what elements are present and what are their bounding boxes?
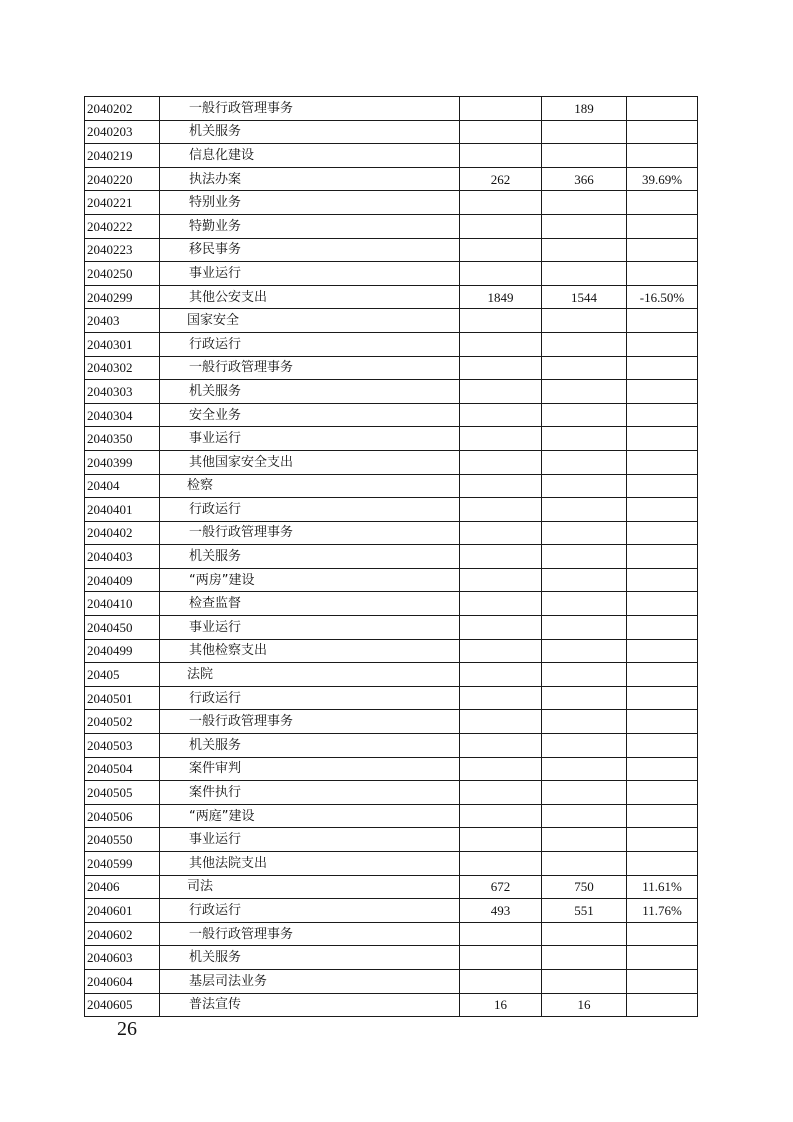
row-code-cell: 2040304 xyxy=(85,403,160,427)
page-number: 26 xyxy=(117,1018,137,1040)
table-row xyxy=(85,734,698,758)
row-name-cell: “两庭”建设 xyxy=(160,804,460,828)
table-row xyxy=(85,757,698,781)
row-value1-cell: 1849 xyxy=(460,285,542,309)
row-percent-cell xyxy=(627,946,698,970)
row-code-cell: 2040501 xyxy=(85,686,160,710)
row-value2-cell xyxy=(542,616,627,640)
row-percent-cell xyxy=(627,427,698,451)
budget-table xyxy=(84,96,698,1017)
row-percent-cell xyxy=(627,450,698,474)
row-value2-cell xyxy=(542,804,627,828)
row-percent-cell xyxy=(627,639,698,663)
row-value2-cell xyxy=(542,262,627,286)
row-code-cell: 2040603 xyxy=(85,946,160,970)
row-value2-cell xyxy=(542,403,627,427)
row-code-cell: 20405 xyxy=(85,663,160,687)
row-percent-cell xyxy=(627,922,698,946)
row-value1-cell xyxy=(460,592,542,616)
row-percent-cell: -16.50% xyxy=(627,285,698,309)
row-percent-cell: 11.61% xyxy=(627,875,698,899)
row-value2-cell xyxy=(542,686,627,710)
row-name-cell: 机关服务 xyxy=(160,545,460,569)
row-value2-cell: 551 xyxy=(542,899,627,923)
row-code-cell: 2040499 xyxy=(85,639,160,663)
table-row xyxy=(85,498,698,522)
row-code-cell: 2040302 xyxy=(85,356,160,380)
row-value1-cell xyxy=(460,427,542,451)
row-value1-cell xyxy=(460,191,542,215)
row-value1-cell xyxy=(460,946,542,970)
row-code-cell: 2040503 xyxy=(85,734,160,758)
row-percent-cell xyxy=(627,380,698,404)
table-row xyxy=(85,262,698,286)
row-name-cell: 事业运行 xyxy=(160,616,460,640)
row-name-cell: 机关服务 xyxy=(160,946,460,970)
row-value2-cell xyxy=(542,380,627,404)
row-code-cell: 2040409 xyxy=(85,568,160,592)
row-value2-cell xyxy=(542,332,627,356)
table-row xyxy=(85,167,698,191)
row-name-cell: 行政运行 xyxy=(160,899,460,923)
row-code-cell: 2040403 xyxy=(85,545,160,569)
row-percent-cell xyxy=(627,663,698,687)
table-row xyxy=(85,969,698,993)
table-row xyxy=(85,686,698,710)
row-value1-cell xyxy=(460,144,542,168)
table-row xyxy=(85,380,698,404)
row-percent-cell xyxy=(627,710,698,734)
row-name-cell: 基层司法业务 xyxy=(160,969,460,993)
row-value1-cell: 493 xyxy=(460,899,542,923)
row-value2-cell xyxy=(542,498,627,522)
row-name-cell: 一般行政管理事务 xyxy=(160,922,460,946)
row-name-cell: 移民事务 xyxy=(160,238,460,262)
row-code-cell: 2040250 xyxy=(85,262,160,286)
table-row xyxy=(85,993,698,1017)
table-row xyxy=(85,450,698,474)
row-name-cell: 行政运行 xyxy=(160,498,460,522)
row-value2-cell xyxy=(542,757,627,781)
row-percent-cell xyxy=(627,309,698,333)
row-value1-cell xyxy=(460,545,542,569)
table-row xyxy=(85,120,698,144)
row-code-cell: 2040202 xyxy=(85,97,160,121)
row-value2-cell xyxy=(542,120,627,144)
row-code-cell: 2040506 xyxy=(85,804,160,828)
row-value1-cell xyxy=(460,380,542,404)
row-value2-cell xyxy=(542,734,627,758)
table-row xyxy=(85,616,698,640)
row-percent-cell xyxy=(627,545,698,569)
row-code-cell: 2040301 xyxy=(85,332,160,356)
table-row xyxy=(85,285,698,309)
row-value1-cell xyxy=(460,804,542,828)
row-value1-cell xyxy=(460,498,542,522)
row-value1-cell xyxy=(460,757,542,781)
row-percent-cell xyxy=(627,592,698,616)
row-percent-cell xyxy=(627,568,698,592)
table-row xyxy=(85,899,698,923)
row-name-cell: 事业运行 xyxy=(160,427,460,451)
row-value1-cell xyxy=(460,616,542,640)
row-percent-cell xyxy=(627,781,698,805)
row-name-cell: 检察 xyxy=(160,474,460,498)
row-code-cell: 2040350 xyxy=(85,427,160,451)
row-name-cell: 机关服务 xyxy=(160,380,460,404)
row-percent-cell xyxy=(627,191,698,215)
row-value1-cell xyxy=(460,450,542,474)
row-name-cell: 一般行政管理事务 xyxy=(160,356,460,380)
table-row xyxy=(85,663,698,687)
row-value2-cell xyxy=(542,238,627,262)
row-value2-cell xyxy=(542,521,627,545)
row-name-cell: 司法 xyxy=(160,875,460,899)
row-name-cell: 事业运行 xyxy=(160,828,460,852)
row-code-cell: 2040303 xyxy=(85,380,160,404)
table-row xyxy=(85,639,698,663)
table-row xyxy=(85,521,698,545)
row-value2-cell xyxy=(542,781,627,805)
row-code-cell: 2040222 xyxy=(85,214,160,238)
row-code-cell: 2040601 xyxy=(85,899,160,923)
row-value1-cell xyxy=(460,332,542,356)
row-value2-cell xyxy=(542,545,627,569)
row-value1-cell xyxy=(460,969,542,993)
table-row xyxy=(85,545,698,569)
row-value2-cell: 366 xyxy=(542,167,627,191)
row-percent-cell xyxy=(627,238,698,262)
table-row xyxy=(85,356,698,380)
row-value1-cell xyxy=(460,852,542,876)
row-code-cell: 2040223 xyxy=(85,238,160,262)
table-row xyxy=(85,922,698,946)
row-percent-cell xyxy=(627,734,698,758)
row-name-cell: 机关服务 xyxy=(160,734,460,758)
row-code-cell: 2040399 xyxy=(85,450,160,474)
table-row xyxy=(85,97,698,121)
row-name-cell: 国家安全 xyxy=(160,309,460,333)
row-value1-cell xyxy=(460,639,542,663)
row-value1-cell xyxy=(460,97,542,121)
row-value1-cell xyxy=(460,474,542,498)
row-name-cell: 其他法院支出 xyxy=(160,852,460,876)
table-row xyxy=(85,332,698,356)
row-value1-cell xyxy=(460,781,542,805)
row-value2-cell xyxy=(542,214,627,238)
row-value2-cell xyxy=(542,946,627,970)
row-value1-cell xyxy=(460,710,542,734)
row-percent-cell xyxy=(627,214,698,238)
row-name-cell: 事业运行 xyxy=(160,262,460,286)
row-name-cell: 案件审判 xyxy=(160,757,460,781)
row-percent-cell xyxy=(627,686,698,710)
row-code-cell: 2040203 xyxy=(85,120,160,144)
row-code-cell: 2040299 xyxy=(85,285,160,309)
row-value2-cell xyxy=(542,710,627,734)
row-name-cell: 行政运行 xyxy=(160,686,460,710)
row-name-cell: 其他检察支出 xyxy=(160,639,460,663)
row-name-cell: 案件执行 xyxy=(160,781,460,805)
row-name-cell: 行政运行 xyxy=(160,332,460,356)
row-value2-cell xyxy=(542,828,627,852)
table-row xyxy=(85,144,698,168)
row-name-cell: 信息化建设 xyxy=(160,144,460,168)
row-value1-cell xyxy=(460,686,542,710)
row-name-cell: 其他公安支出 xyxy=(160,285,460,309)
table-row xyxy=(85,427,698,451)
row-percent-cell xyxy=(627,757,698,781)
table-row xyxy=(85,592,698,616)
row-value2-cell: 16 xyxy=(542,993,627,1017)
row-value1-cell xyxy=(460,922,542,946)
row-value1-cell xyxy=(460,120,542,144)
row-code-cell: 20404 xyxy=(85,474,160,498)
row-value2-cell xyxy=(542,427,627,451)
row-value2-cell: 1544 xyxy=(542,285,627,309)
row-code-cell: 2040402 xyxy=(85,521,160,545)
table-row xyxy=(85,191,698,215)
table-row xyxy=(85,403,698,427)
row-value1-cell xyxy=(460,238,542,262)
row-percent-cell xyxy=(627,332,698,356)
row-name-cell: “两房”建设 xyxy=(160,568,460,592)
row-name-cell: 执法办案 xyxy=(160,167,460,191)
row-value1-cell xyxy=(460,734,542,758)
row-percent-cell xyxy=(627,120,698,144)
row-percent-cell: 39.69% xyxy=(627,167,698,191)
row-code-cell: 2040219 xyxy=(85,144,160,168)
row-code-cell: 2040504 xyxy=(85,757,160,781)
row-percent-cell xyxy=(627,144,698,168)
row-percent-cell xyxy=(627,852,698,876)
table-row xyxy=(85,309,698,333)
table-row xyxy=(85,852,698,876)
row-percent-cell: 11.76% xyxy=(627,899,698,923)
row-value2-cell xyxy=(542,969,627,993)
table-row xyxy=(85,828,698,852)
row-name-cell: 法院 xyxy=(160,663,460,687)
row-value1-cell xyxy=(460,828,542,852)
row-value2-cell xyxy=(542,191,627,215)
row-code-cell: 2040450 xyxy=(85,616,160,640)
row-name-cell: 普法宣传 xyxy=(160,993,460,1017)
row-value2-cell xyxy=(542,144,627,168)
row-value2-cell xyxy=(542,309,627,333)
row-code-cell: 2040410 xyxy=(85,592,160,616)
row-name-cell: 其他国家安全支出 xyxy=(160,450,460,474)
row-percent-cell xyxy=(627,474,698,498)
table-row xyxy=(85,568,698,592)
row-percent-cell xyxy=(627,616,698,640)
row-value2-cell xyxy=(542,852,627,876)
row-code-cell: 2040604 xyxy=(85,969,160,993)
row-code-cell: 2040220 xyxy=(85,167,160,191)
row-value2-cell xyxy=(542,474,627,498)
table-row xyxy=(85,214,698,238)
table-row xyxy=(85,474,698,498)
row-value2-cell: 189 xyxy=(542,97,627,121)
table-row xyxy=(85,804,698,828)
row-value1-cell xyxy=(460,403,542,427)
row-code-cell: 20406 xyxy=(85,875,160,899)
table-row xyxy=(85,710,698,734)
row-name-cell: 一般行政管理事务 xyxy=(160,97,460,121)
row-percent-cell xyxy=(627,804,698,828)
row-value2-cell xyxy=(542,639,627,663)
row-value1-cell: 16 xyxy=(460,993,542,1017)
row-value2-cell xyxy=(542,663,627,687)
row-value1-cell xyxy=(460,214,542,238)
row-value2-cell: 750 xyxy=(542,875,627,899)
row-percent-cell xyxy=(627,356,698,380)
row-percent-cell xyxy=(627,969,698,993)
row-percent-cell xyxy=(627,521,698,545)
row-percent-cell xyxy=(627,828,698,852)
table-row xyxy=(85,875,698,899)
row-code-cell: 2040605 xyxy=(85,993,160,1017)
row-percent-cell xyxy=(627,262,698,286)
row-name-cell: 检查监督 xyxy=(160,592,460,616)
row-percent-cell xyxy=(627,993,698,1017)
row-value1-cell xyxy=(460,521,542,545)
row-value1-cell xyxy=(460,568,542,592)
row-value2-cell xyxy=(542,568,627,592)
row-value1-cell xyxy=(460,356,542,380)
row-value2-cell xyxy=(542,592,627,616)
row-name-cell: 安全业务 xyxy=(160,403,460,427)
row-code-cell: 2040602 xyxy=(85,922,160,946)
table-row xyxy=(85,238,698,262)
row-value1-cell: 262 xyxy=(460,167,542,191)
row-percent-cell xyxy=(627,403,698,427)
row-value1-cell xyxy=(460,663,542,687)
row-value1-cell xyxy=(460,309,542,333)
row-code-cell: 2040550 xyxy=(85,828,160,852)
row-name-cell: 一般行政管理事务 xyxy=(160,710,460,734)
row-code-cell: 2040401 xyxy=(85,498,160,522)
row-value2-cell xyxy=(542,922,627,946)
row-code-cell: 2040221 xyxy=(85,191,160,215)
table-row xyxy=(85,946,698,970)
row-code-cell: 2040599 xyxy=(85,852,160,876)
row-name-cell: 一般行政管理事务 xyxy=(160,521,460,545)
row-percent-cell xyxy=(627,498,698,522)
row-code-cell: 2040505 xyxy=(85,781,160,805)
row-value2-cell xyxy=(542,450,627,474)
row-value2-cell xyxy=(542,356,627,380)
row-value1-cell: 672 xyxy=(460,875,542,899)
row-percent-cell xyxy=(627,97,698,121)
table-row xyxy=(85,781,698,805)
row-value1-cell xyxy=(460,262,542,286)
budget-table-body xyxy=(85,97,698,1017)
row-name-cell: 机关服务 xyxy=(160,120,460,144)
row-code-cell: 20403 xyxy=(85,309,160,333)
row-name-cell: 特别业务 xyxy=(160,191,460,215)
row-name-cell: 特勤业务 xyxy=(160,214,460,238)
row-code-cell: 2040502 xyxy=(85,710,160,734)
